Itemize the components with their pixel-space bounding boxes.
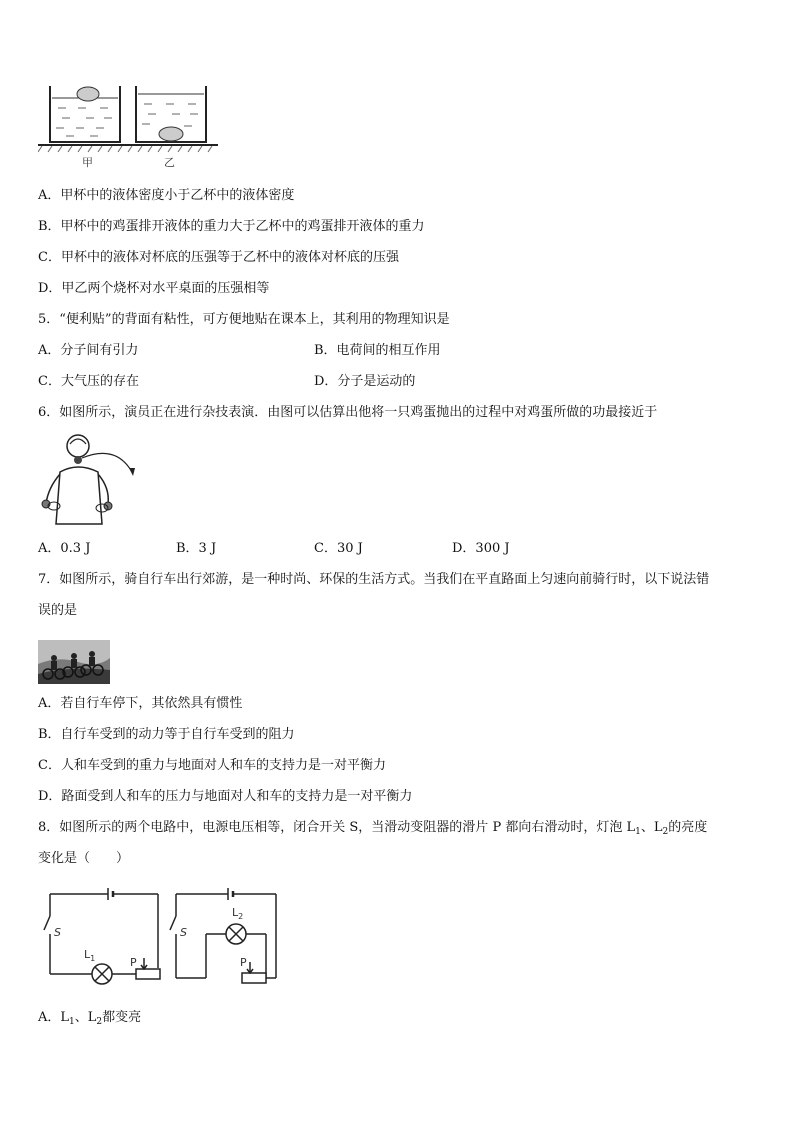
q8-stem-line1: 8．如图所示的两个电路中，电源电压相等，闭合开关 S，当滑动变阻器的滑片 P 都向右滑动时，灯泡 $L_1$、$L_2$的亮度 (38, 820, 708, 837)
q7-stem-line2: 误的是 (38, 603, 78, 618)
juggler-figure (36, 432, 136, 532)
label-p-left: P (130, 956, 137, 969)
q6-option-c: C．30 J (314, 541, 363, 556)
q4-option-b: B．甲杯中的鸡蛋排开液体的重力大于乙杯中的鸡蛋排开液体的重力 (38, 219, 425, 234)
label-jia: 甲 (82, 156, 93, 169)
egg-floating (77, 87, 99, 101)
q6-option-d: D．300 J (452, 541, 510, 556)
q7-option-d: D．路面受到人和车的压力与地面对人和车的支持力是一对平衡力 (38, 789, 413, 804)
q4-option-d: D．甲乙两个烧杯对水平桌面的压强相等 (38, 281, 270, 296)
circuits-figure (36, 878, 296, 990)
egg-in-air (74, 456, 82, 464)
q6-stem: 6．如图所示，演员正在进行杂技表演．由图可以估算出他将一只鸡蛋抛出的过程中对鸡蛋所做的功最接近于 (38, 405, 658, 420)
cyclists-photo (38, 640, 110, 684)
q4-option-a: A．甲杯中的液体密度小于乙杯中的液体密度 (38, 188, 295, 203)
egg-sunk (159, 127, 183, 141)
q5-option-a: A．分子间有引力 (38, 343, 139, 358)
q7-option-a: A．若自行车停下，其依然具有惯性 (38, 696, 243, 711)
q5-option-b: B．电荷间的相互作用 (314, 343, 441, 358)
q8-option-a: A．$L_1$、$L_2$都变亮 (38, 1010, 142, 1027)
label-p-right: P (240, 956, 247, 969)
label-yi: 乙 (164, 156, 175, 169)
q5-stem: 5．“便利贴”的背面有粘性，可方便地贴在课本上，其利用的物理知识是 (38, 312, 450, 327)
q7-option-c: C．人和车受到的重力与地面对人和车的支持力是一对平衡力 (38, 758, 386, 773)
q7-stem-line1: 7．如图所示，骑自行车出行郊游，是一种时尚、环保的生活方式。当我们在平直路面上匀速向前骑行时，以下说法错 (38, 572, 710, 587)
label-s-right: S (180, 926, 187, 939)
q8-stem-line2: 变化是（ ） (38, 851, 130, 866)
label-l1: $L_1$ (84, 948, 96, 963)
label-l2: $L_2$ (232, 906, 244, 921)
q6-option-a: A．0.3 J (38, 541, 91, 556)
label-s-left: S (54, 926, 61, 939)
q5-option-c: C．大气压的存在 (38, 374, 139, 389)
q4-option-c: C．甲杯中的液体对杯底的压强等于乙杯中的液体对杯底的压强 (38, 250, 399, 265)
beakers-figure (38, 82, 228, 172)
q5-option-d: D．分子是运动的 (314, 374, 416, 389)
q6-option-b: B．3 J (176, 541, 217, 556)
q7-option-b: B．自行车受到的动力等于自行车受到的阻力 (38, 727, 295, 742)
